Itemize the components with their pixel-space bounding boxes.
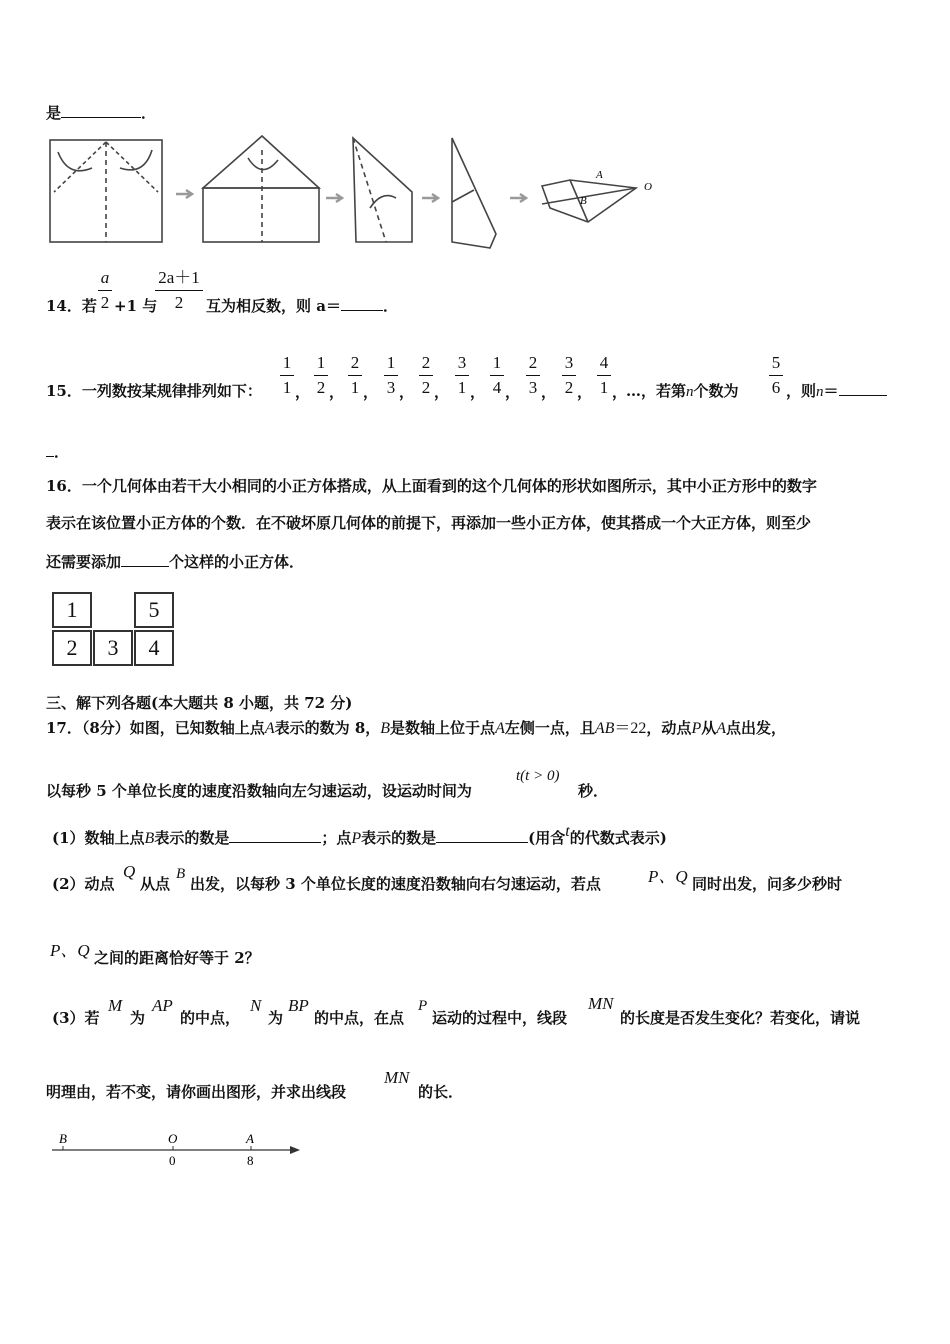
plane-label-a: A	[596, 169, 603, 181]
comma-separator: ，	[541, 383, 557, 401]
fraction-numerator: 2	[528, 353, 538, 372]
q17-part-3a: (3）若	[52, 1009, 100, 1027]
q17-part-1	[52, 823, 667, 849]
fold-step-3	[353, 138, 412, 242]
q17-point-a: A	[264, 720, 275, 737]
fraction-bar	[384, 375, 398, 376]
q17-point-b: B	[144, 830, 155, 847]
q15-seq-fraction	[455, 353, 469, 398]
q17-bp: BP	[288, 996, 309, 1015]
q17-part-2e: 之间的距离恰好等于 2？	[94, 949, 260, 967]
fraction-bar	[597, 375, 611, 376]
comma-separator: ，	[505, 383, 521, 401]
fraction-bar	[562, 375, 576, 376]
q14-number: 14．若	[46, 297, 97, 315]
q17-pq-2: P、Q	[50, 941, 90, 960]
q17-point-b: B	[380, 720, 391, 737]
q17-point-b: B	[176, 866, 186, 882]
q17-p1c: ；点	[321, 829, 352, 847]
q14-line	[206, 296, 398, 316]
q15-after2: 个数为	[693, 382, 739, 400]
fraction-denominator: 3	[528, 378, 538, 397]
fraction-numerator: 2	[421, 353, 431, 372]
q15-target-den: 6	[771, 378, 781, 397]
q14-fraction-2	[155, 268, 203, 313]
q17-point-p: P	[418, 998, 428, 1014]
q17-part-2c: 出发，以每秒 3 个单位长度的速度沿数轴向右匀速运动，若点	[190, 875, 601, 893]
q15-end: ．	[54, 443, 70, 461]
comma-separator: ，	[612, 383, 628, 401]
q17-p1a: (1）数轴上点	[52, 829, 145, 847]
comma-separator: ，	[434, 383, 450, 401]
paper-plane-folding-figure	[40, 130, 680, 255]
number-line	[40, 1128, 320, 1178]
nl-tick-0: 0	[169, 1153, 176, 1168]
q15-n1: n	[686, 384, 694, 400]
q17-l1a: 17．（8分）如图，已知数轴上点	[46, 719, 265, 737]
q17-l1c: 是数轴上位于点	[390, 719, 496, 737]
fraction-denominator: 2	[316, 378, 326, 397]
q15-seq-fraction	[280, 353, 294, 398]
q15-eq: ＝	[823, 382, 839, 400]
grid-cell: 2	[52, 630, 92, 666]
fraction-numerator: 4	[599, 353, 609, 372]
fraction-bar	[419, 375, 433, 376]
q17-ab: AB	[594, 720, 615, 737]
fraction-numerator: 1	[492, 353, 502, 372]
q17-p1-blank-1[interactable]	[229, 828, 321, 843]
fraction-denominator: 2	[421, 378, 431, 397]
grid-cell: 4	[134, 630, 174, 666]
q17-l1e: ，动点	[646, 719, 692, 737]
q14-plus1: +1 与	[114, 297, 158, 315]
q17-point-m: M	[108, 996, 123, 1015]
nl-label-a: A	[246, 1131, 254, 1146]
q15-end-line	[46, 442, 69, 462]
q14-frac1-den: 2	[100, 293, 110, 312]
fold-step-4	[452, 138, 496, 248]
fraction-bar	[526, 375, 540, 376]
q15-seq-fraction	[597, 353, 611, 398]
q17-part-3g: 的长度是否发生变化？若变化，请说	[620, 1009, 861, 1027]
comma-separator: ，	[470, 383, 486, 401]
q15-then: ，则	[786, 382, 817, 400]
q17-p1d: 表示的数是	[361, 829, 437, 847]
q13-blank[interactable]	[61, 103, 141, 118]
fraction-denominator: 4	[492, 378, 502, 397]
fraction-bar	[280, 375, 294, 376]
fraction-denominator: 1	[282, 378, 292, 397]
q15-seq-fraction	[526, 353, 540, 398]
q15-seq-fraction	[314, 353, 328, 398]
fraction-denominator: 1	[599, 378, 609, 397]
fraction-bar	[155, 290, 203, 291]
section-3-heading: 三、解下列各题(本大题共 8 小题，共 72 分)	[46, 694, 353, 712]
q14-text: 互为相反数，则 a＝	[206, 297, 341, 315]
plane-label-o: O	[644, 181, 652, 193]
fraction-denominator: 1	[457, 378, 467, 397]
comma-separator: ，	[399, 383, 415, 401]
q17-part-2b: 从点	[140, 875, 171, 893]
q15-seq-fraction	[419, 353, 433, 398]
q15-tail	[786, 381, 887, 402]
q17-part-3h: 明理由，若不变，请你画出图形，并求出线段	[46, 1083, 347, 1101]
fraction-bar	[98, 290, 112, 291]
q15-after: ，若第	[641, 382, 687, 400]
q14-frac2-den: 2	[174, 293, 184, 312]
q17-l1b: 表示的数为 8，	[274, 719, 381, 737]
q15-dots-after	[626, 381, 739, 402]
q17-ap: AP	[152, 996, 173, 1015]
q17-part-2a: (2）动点	[52, 875, 115, 893]
q13-line	[46, 103, 156, 123]
q13-period: ．	[141, 104, 157, 122]
q17-p1-blank-2[interactable]	[436, 828, 528, 843]
q14-frac1-num: a	[100, 268, 110, 287]
q17-line-2a: 以每秒 5 个单位长度的速度沿数轴向左匀速运动，设运动时间为	[46, 782, 472, 800]
q17-p1f: 的代数式表示)	[569, 829, 667, 847]
q15-target-fraction	[769, 353, 783, 398]
q14-end: ．	[382, 297, 398, 315]
q17-part-3i: 的长．	[418, 1083, 464, 1101]
q17-part-2d: 同时出发，问多少秒时	[692, 875, 843, 893]
fraction-numerator: 3	[564, 353, 574, 372]
fraction-bar	[769, 375, 783, 376]
q17-part-3c: 的中点，	[180, 1009, 241, 1027]
fold-step-2	[203, 136, 319, 188]
fraction-denominator: 2	[564, 378, 574, 397]
q17-t: t	[565, 823, 570, 840]
q17-point-a: A	[716, 720, 727, 737]
grid-cell: 1	[52, 592, 92, 628]
q15-lead: 15．一列数按某规律排列如下：	[46, 382, 262, 400]
plane-label-b: B	[580, 195, 587, 207]
q15-n2: n	[816, 384, 824, 400]
q17-part-3b: 为	[130, 1009, 146, 1027]
arrow-head-icon	[290, 1146, 300, 1154]
q17-part-3e: 的中点，在点	[314, 1009, 405, 1027]
q15-blank-cont[interactable]	[46, 442, 54, 457]
fraction-numerator: 1	[316, 353, 326, 372]
q17-l1f: 从	[701, 719, 717, 737]
q17-mn: MN	[588, 994, 614, 1013]
fraction-denominator: 1	[350, 378, 360, 397]
comma-separator: ，	[295, 383, 311, 401]
q17-line-1	[46, 718, 786, 739]
q15-seq-fraction	[562, 353, 576, 398]
q17-pq: P、Q	[648, 867, 688, 886]
q14-fraction-1	[98, 268, 112, 313]
q16-line-2: 表示在该位置小正方体的个数．在不破坏原几何体的前提下，再添加一些小正方体，使其搭成一个大正方体，则至少	[46, 514, 812, 532]
q15-seq-fraction	[384, 353, 398, 398]
q14-blank[interactable]	[341, 296, 383, 311]
q17-t-condition: t(t > 0)	[516, 768, 560, 784]
q17-eq22: ＝22	[614, 720, 647, 737]
fraction-bar	[455, 375, 469, 376]
q17-mn-2: MN	[384, 1068, 410, 1087]
q13-text: 是	[46, 104, 62, 122]
q14-frac2-num: 2a＋1	[158, 268, 200, 287]
q17-p1e: (用含	[528, 829, 566, 847]
q17-part-3d: 为	[268, 1009, 284, 1027]
q16-line-1: 16．一个几何体由若干大小相同的小正方体搭成，从上面看到的这个几何体的形状如图所示，其中小正方形中的数字	[46, 477, 817, 495]
grid-cell: 5	[134, 592, 174, 628]
fraction-numerator: 2	[350, 353, 360, 372]
comma-separator: ，	[329, 383, 345, 401]
q17-point-p: P	[691, 720, 702, 737]
q16-line-3a: 还需要添加	[46, 553, 122, 571]
q16-line-3b: 个这样的小正方体．	[169, 553, 305, 571]
q16-blank[interactable]	[121, 552, 169, 567]
fraction-denominator: 3	[386, 378, 396, 397]
nl-tick-8: 8	[247, 1153, 254, 1168]
fraction-numerator: 1	[386, 353, 396, 372]
q17-point-a: A	[495, 720, 505, 737]
comma-separator: ，	[363, 383, 379, 401]
q15-dots: …	[626, 382, 641, 400]
comma-separator: ，	[577, 383, 593, 401]
q17-l1g: 点出发，	[726, 719, 787, 737]
q17-p1b: 表示的数是	[154, 829, 230, 847]
fraction-bar	[490, 375, 504, 376]
q17-l1d: 左侧一点，且	[504, 719, 595, 737]
nl-label-b: B	[59, 1131, 67, 1146]
fraction-numerator: 3	[457, 353, 467, 372]
q15-target-num: 5	[771, 353, 781, 372]
fraction-bar	[314, 375, 328, 376]
q17-point-n: N	[250, 996, 262, 1015]
fraction-bar	[348, 375, 362, 376]
q17-part-3f: 运动的过程中，线段	[432, 1009, 568, 1027]
q17-line-2b: 秒．	[578, 782, 609, 800]
grid-cell: 3	[93, 630, 133, 666]
q15-seq-fraction	[348, 353, 362, 398]
q15-seq-fraction	[490, 353, 504, 398]
q16-line-3	[46, 552, 304, 572]
nl-label-o: O	[168, 1131, 178, 1146]
fraction-numerator: 1	[282, 353, 292, 372]
q17-point-q: Q	[123, 862, 136, 881]
q17-point-p: P	[351, 830, 362, 847]
q15-blank[interactable]	[839, 381, 887, 396]
